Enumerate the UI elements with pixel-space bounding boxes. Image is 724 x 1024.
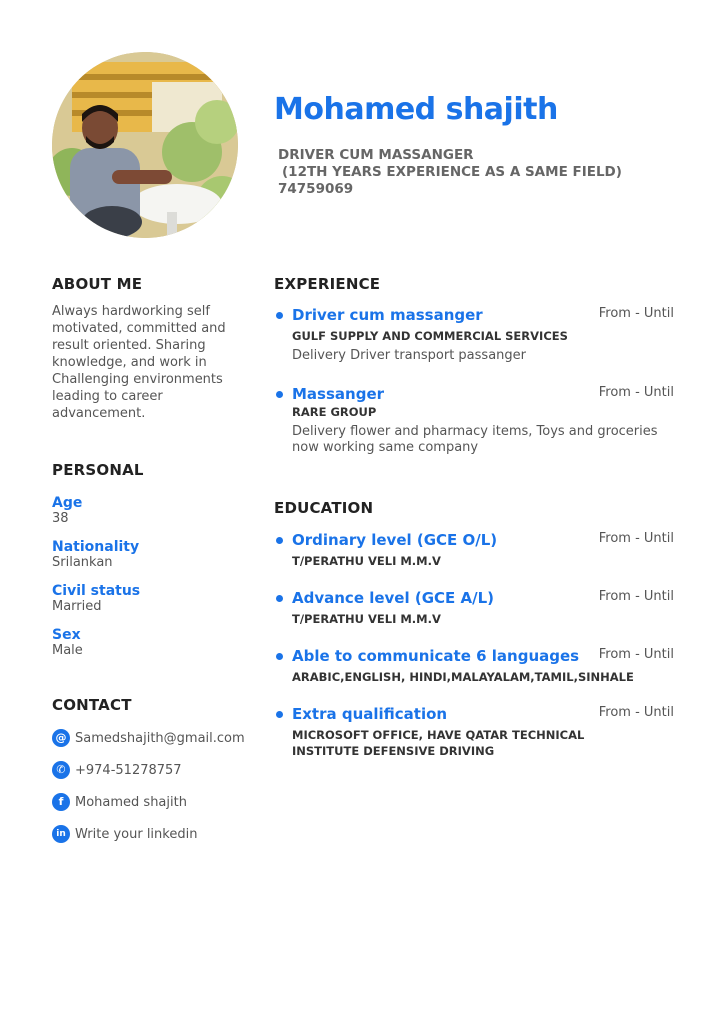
contact-linkedin[interactable] <box>52 824 252 844</box>
personal-section <box>52 461 252 671</box>
experience-summary: (12TH YEARS EXPERIENCE AS A SAME FIELD) <box>282 164 622 180</box>
entry-organization: MICROSOFT OFFICE, HAVE QATAR TECHNICAL INSTITUTE DEFENSIVE DRIVING <box>292 728 585 758</box>
headline-phone: 74759069 <box>278 181 354 197</box>
facebook-text[interactable]: Mohamed shajith <box>75 794 187 810</box>
personal-item-age <box>52 495 252 527</box>
contact-facebook[interactable] <box>52 792 252 812</box>
contact-email[interactable] <box>52 728 252 748</box>
entry-organization: T/PERATHU VELI M.M.V <box>292 612 441 626</box>
education-entry <box>274 530 674 569</box>
entry-title: Ordinary level (GCE O/L) <box>292 531 498 549</box>
entry-title: Driver cum massanger <box>292 306 483 324</box>
entry-date: From - Until <box>598 385 674 400</box>
bullet-dot <box>276 595 283 602</box>
contact-phone[interactable] <box>52 760 252 780</box>
bullet-dot <box>276 711 283 718</box>
contact-section <box>52 696 252 856</box>
entry-organization: ARABIC,ENGLISH, HINDI,MALAYALAM,TAMIL,SINHALE <box>292 670 634 684</box>
entry-title: Massanger <box>292 385 385 403</box>
entry-title: Able to communicate 6 languages <box>292 647 580 665</box>
bullet-dot <box>276 537 283 544</box>
civil-status-value: Married <box>52 599 102 614</box>
bullet-dot <box>276 391 283 398</box>
facebook-icon: f <box>52 793 70 811</box>
entry-date: From - Until <box>598 531 674 546</box>
education-section <box>274 499 674 759</box>
personal-item-sex <box>52 627 252 659</box>
education-entry <box>274 646 674 685</box>
nationality-label: Nationality <box>52 539 140 555</box>
education-entry <box>274 704 674 759</box>
entry-organization: T/PERATHU VELI M.M.V <box>292 554 441 568</box>
experience-entry <box>274 384 674 456</box>
candidate-name: Mohamed shajith <box>274 92 558 127</box>
education-entry <box>274 588 674 627</box>
email-text[interactable]: Samedshajith@gmail.com <box>75 730 245 746</box>
experience-section <box>274 275 674 456</box>
headline <box>278 147 622 198</box>
personal-title: PERSONAL <box>52 461 144 479</box>
personal-item-nationality <box>52 539 252 571</box>
linkedin-icon: in <box>52 825 70 843</box>
entry-date: From - Until <box>598 705 674 720</box>
about-section <box>52 275 252 422</box>
contact-title: CONTACT <box>52 696 132 714</box>
about-title: ABOUT ME <box>52 275 143 293</box>
entry-description: Delivery flower and pharmacy items, Toys and groceries now working same company <box>292 424 658 455</box>
phone-text[interactable]: +974-51278757 <box>75 762 182 778</box>
sex-label: Sex <box>52 627 81 643</box>
nationality-value: Srilankan <box>52 555 113 570</box>
email-icon: @ <box>52 729 70 747</box>
job-title: DRIVER CUM MASSANGER <box>278 147 474 163</box>
entry-organization: GULF SUPPLY AND COMMERCIAL SERVICES <box>292 329 568 343</box>
experience-title: EXPERIENCE <box>274 275 381 293</box>
entry-description: Delivery Driver transport passanger <box>292 348 526 363</box>
entry-date: From - Until <box>598 589 674 604</box>
bullet-dot <box>276 312 283 319</box>
bullet-dot <box>276 653 283 660</box>
profile-photo <box>52 52 238 238</box>
education-title: EDUCATION <box>274 499 374 517</box>
entry-date: From - Until <box>598 647 674 662</box>
civil-status-label: Civil status <box>52 583 141 599</box>
about-text: Always hardworking self motivated, committed and result oriented. Sharing knowledge, and work in Challenging environments leading to career advancement. <box>52 304 226 421</box>
linkedin-text[interactable]: Write your linkedin <box>75 826 198 842</box>
phone-icon: ✆ <box>52 761 70 779</box>
age-label: Age <box>52 495 83 511</box>
entry-title: Extra qualification <box>292 705 448 723</box>
entry-date: From - Until <box>598 306 674 321</box>
entry-organization: RARE GROUP <box>292 405 377 419</box>
sex-value: Male <box>52 643 83 658</box>
age-value: 38 <box>52 511 69 526</box>
personal-item-civil-status <box>52 583 252 615</box>
experience-entry <box>274 305 674 364</box>
entry-title: Advance level (GCE A/L) <box>292 589 494 607</box>
